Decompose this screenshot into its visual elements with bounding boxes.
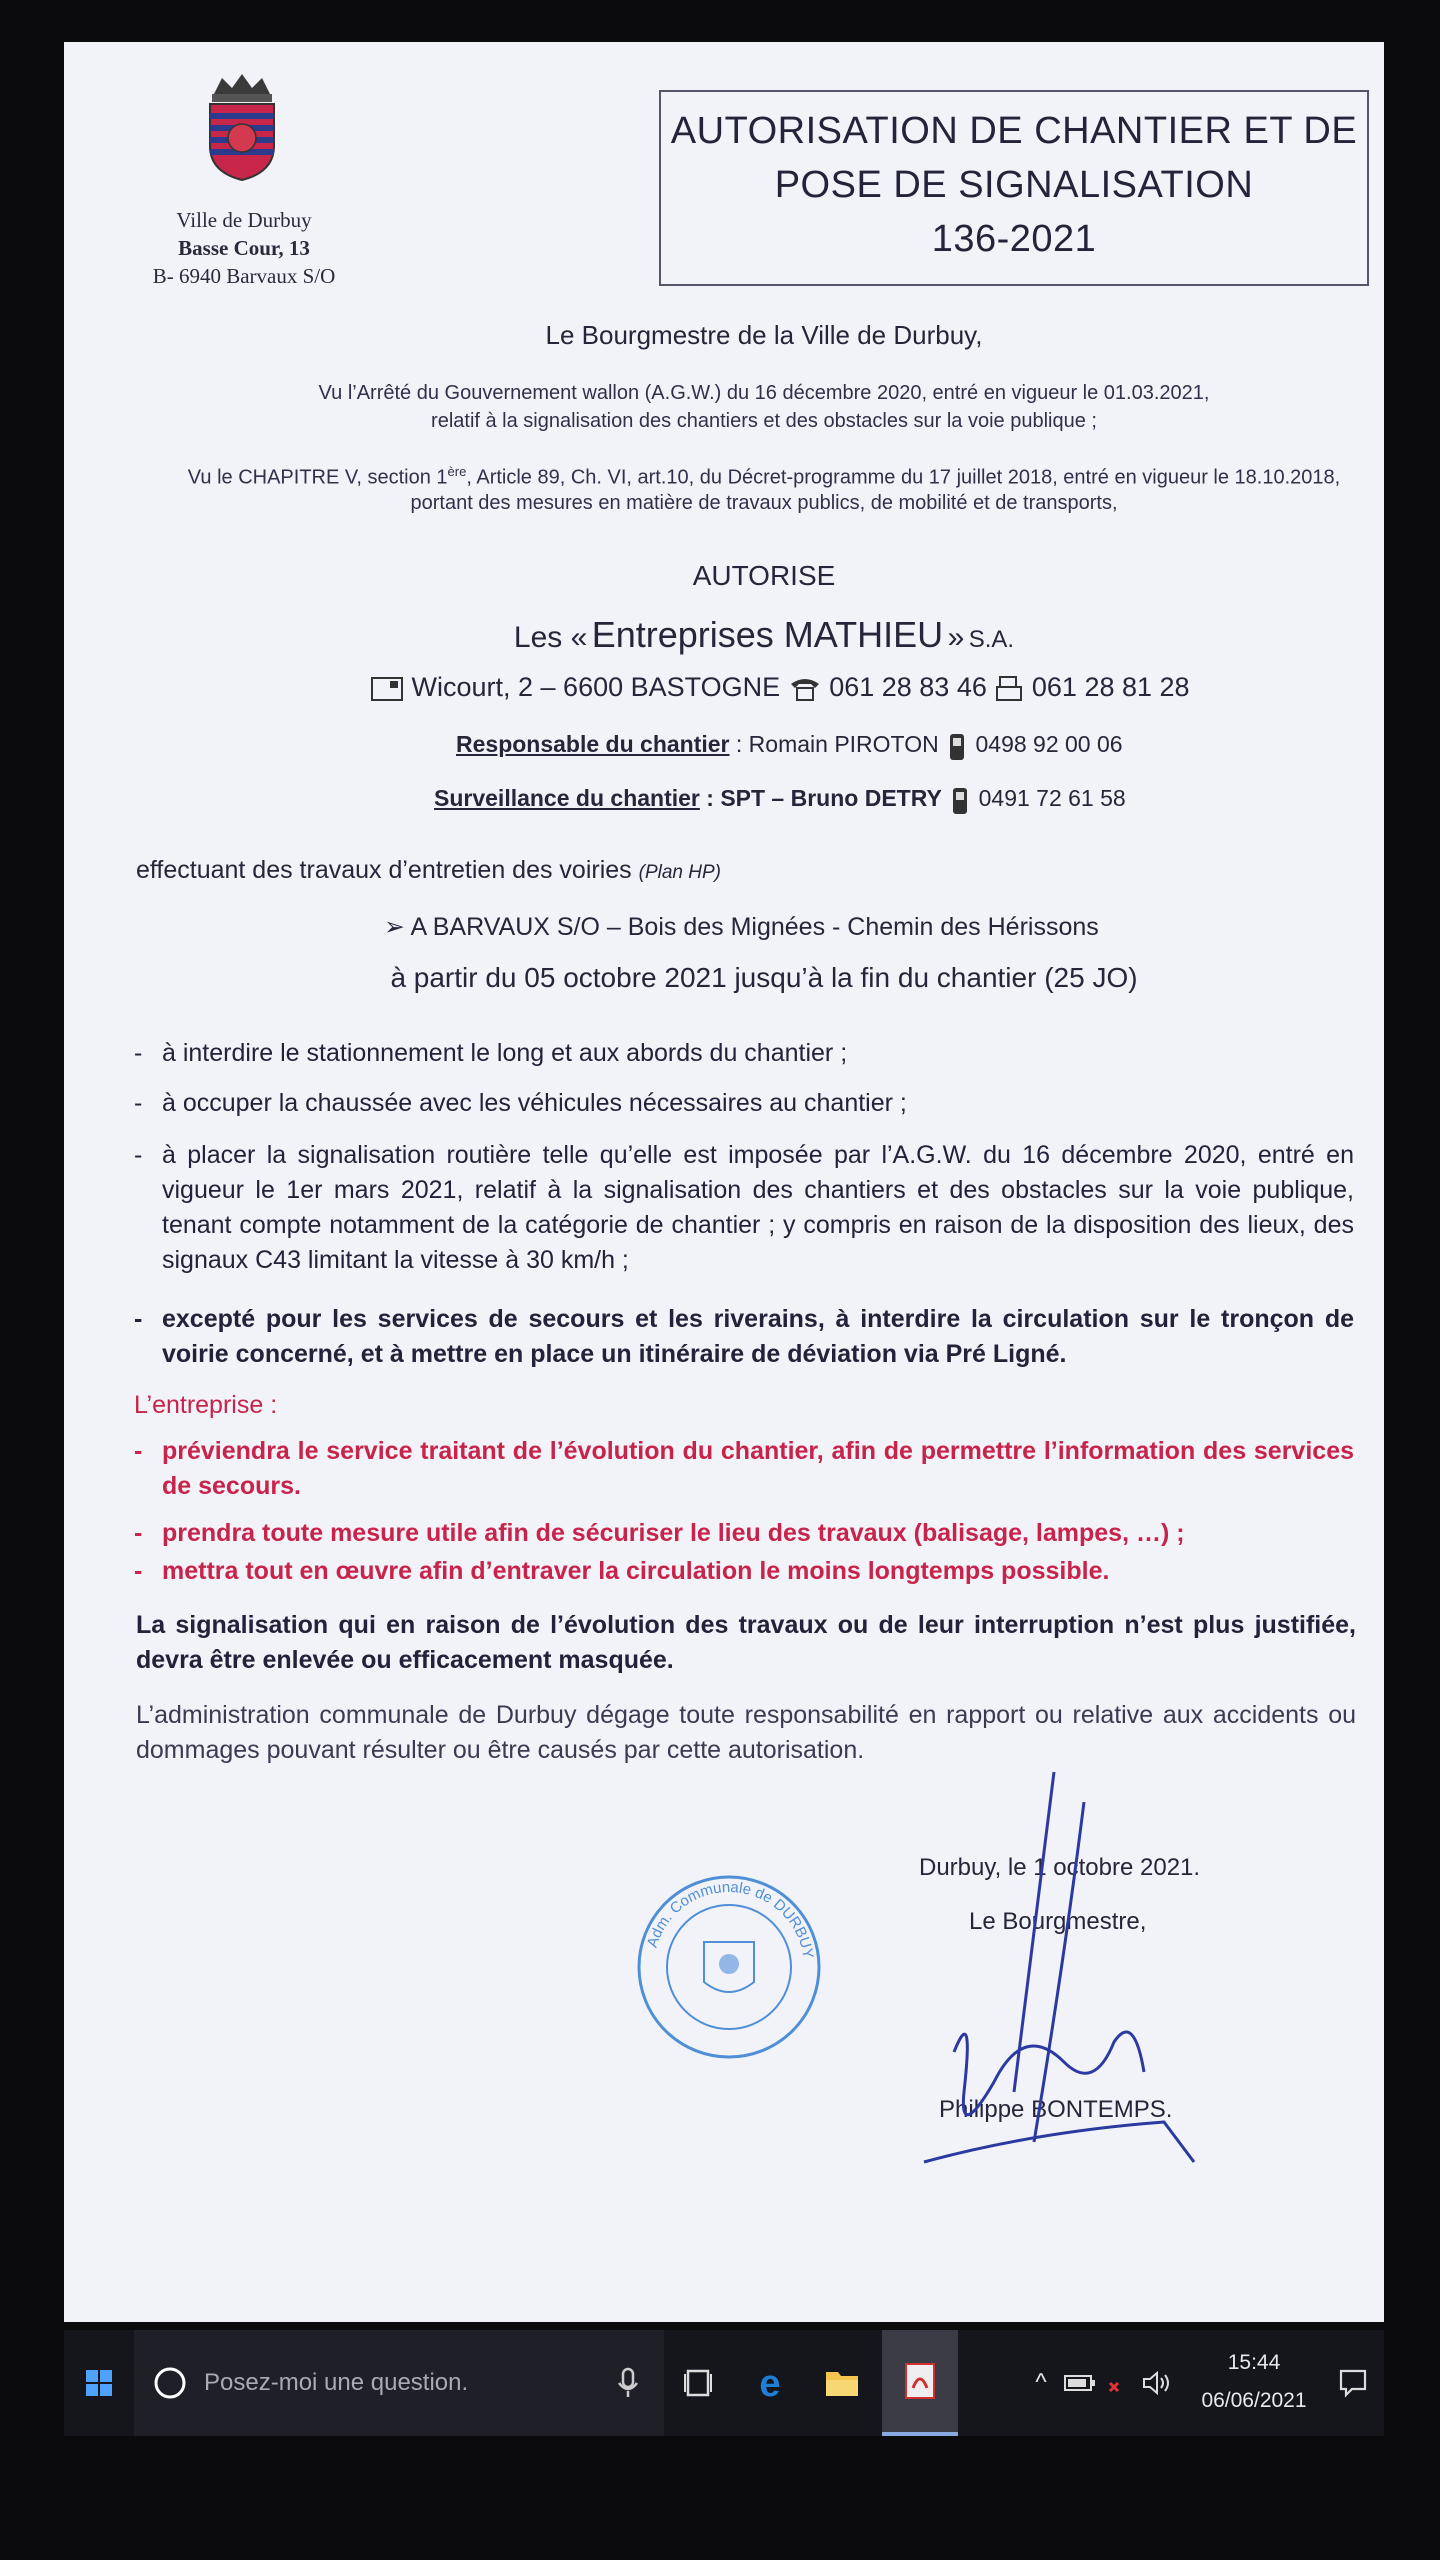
start-button[interactable]: [64, 2330, 134, 2436]
battery-icon: [1063, 2373, 1097, 2393]
list-item: - mettra tout en œuvre afin d’entraver la circulation le moins longtemps possible.: [134, 1554, 1354, 1589]
entreprise-text: mettra tout en œuvre afin d’entraver la circulation le moins longtemps possible.: [162, 1557, 1110, 1585]
task-view-button[interactable]: [664, 2330, 732, 2436]
vu2-part-b: , Article 89, Ch. VI, art.10, du Décret-programme du 17 juillet 2018, entré en vigueur le 18.10.2018,: [466, 466, 1341, 489]
svg-text:e: e: [759, 2364, 781, 2402]
responsable-name: : Romain PIROTON: [735, 731, 939, 758]
entreprise-text: préviendra le service traitant de l’évolution du chantier, afin de permettre l’information des services de secours.: [162, 1437, 1354, 1500]
administration-text: L’administration communale de Durbuy dégage toute responsabilité en rapport ou relative aux accidents ou dommages pouvant résulter ou être causés par cette autorisation.: [136, 1701, 1356, 1764]
durbuy-crest-icon: [204, 72, 280, 182]
letter-icon: [370, 674, 404, 704]
clock-date: 06/06/2021: [1201, 2389, 1307, 2412]
task-view-icon: [683, 2368, 713, 2398]
list-item: - préviendra le service traitant de l’évolution du chantier, afin de permettre l’information des services de secours.: [134, 1434, 1354, 1504]
speaker-icon: [1141, 2369, 1175, 2397]
company-contact-line: [370, 672, 1190, 704]
pdf-app-icon: [903, 2362, 937, 2400]
administration-paragraph: [136, 1698, 1356, 1768]
title-number: 136-2021: [931, 218, 1097, 260]
entreprise-label: L’entreprise :: [134, 1391, 278, 1419]
document-page: [64, 42, 1384, 2322]
list-item: - prendra toute mesure utile afin de sécuriser le lieu des travaux (balisage, lampes, …) ;: [134, 1516, 1354, 1551]
list-item: - à placer la signalisation routière telle qu’elle est imposée par l’A.G.W. du 16 décembre 2020, entré en vigueur le 1er mars 2021, relatif à la signalisation des chantiers et des obstacles sur la voie publique, tenant compte notamment de la catégorie de chantier ; y compris en raison de la disposition des lieux, des signaux C43 limitant la vitesse à 30 km/h ;: [134, 1138, 1354, 1278]
company-name-line: [144, 614, 1384, 656]
handwritten-signature: [914, 1762, 1214, 2182]
bullet-text: excepté pour les services de secours et les riverains, à interdire la circulation sur le tronçon de voirie concerné, et à mettre en place un itinéraire de déviation via Pré Ligné.: [162, 1305, 1354, 1368]
title-line2: POSE DE SIGNALISATION: [774, 164, 1254, 206]
network-status[interactable]: [1102, 2330, 1134, 2436]
title-line1: AUTORISATION DE CHANTIER ET DE: [670, 110, 1358, 152]
city-name: Ville de Durbuy: [176, 208, 312, 232]
network-error-icon: [1106, 2371, 1130, 2395]
responsable-label: Responsable du chantier: [456, 731, 730, 758]
official-stamp: [634, 1872, 824, 2062]
bullet-text: à occuper la chaussée avec les véhicules nécessaires au chantier ;: [162, 1089, 907, 1117]
list-item: - à interdire le stationnement le long et aux abords du chantier ;: [134, 1036, 1354, 1071]
search-placeholder: Posez-moi une question.: [204, 2369, 469, 2396]
svg-text:Adm. Communale de DURBUY: Adm. Communale de DURBUY: [643, 1878, 817, 1960]
chevron-up-icon: ^: [1035, 2369, 1047, 2396]
bullet-text: à interdire le stationnement le long et aux abords du chantier ;: [162, 1039, 848, 1067]
edge-browser-button[interactable]: [736, 2330, 804, 2436]
microphone-icon[interactable]: [616, 2365, 640, 2401]
responsable-phone: 0498 92 00 06: [975, 731, 1123, 758]
works-period: à partir du 05 octobre 2021 jusqu’à la fin du chantier (25 JO): [390, 962, 1138, 993]
vu1-line2: relatif à la signalisation des chantiers et des obstacles sur la voie publique ;: [431, 410, 1097, 432]
battery-status[interactable]: [1060, 2330, 1100, 2436]
mobile-phone-icon: [945, 730, 969, 762]
works-text: effectuant des travaux d’entretien des voiries: [136, 856, 632, 884]
company-address: Wicourt, 2 – 6600 BASTOGNE: [411, 672, 781, 702]
address-line1: Basse Cour, 13: [178, 236, 310, 260]
signalisation-text: La signalisation qui en raison de l’évolution des travaux ou de leur interruption n’est plus justifiée, devra être enlevée ou efficacement masquée.: [136, 1611, 1356, 1674]
company-prefix: Les «: [513, 621, 588, 654]
entreprise-text: prendra toute mesure utile afin de sécuriser le lieu des travaux (balisage, lampes, …) ;: [162, 1519, 1185, 1547]
action-center-button[interactable]: [1322, 2330, 1384, 2436]
signatory-name: Philippe BONTEMPS.: [939, 2096, 1173, 2123]
vu2-sup: ère: [447, 464, 467, 479]
works-line: [136, 856, 721, 885]
screen: [64, 42, 1384, 2322]
cortana-search-box[interactable]: [134, 2330, 664, 2436]
list-item: - à occuper la chaussée avec les véhicules nécessaires au chantier ;: [134, 1086, 1354, 1121]
file-explorer-button[interactable]: [808, 2330, 876, 2436]
autorise-heading: AUTORISE: [692, 560, 836, 591]
windows-taskbar: [64, 2330, 1384, 2436]
surveillance-name: : SPT – Bruno DETRY: [706, 785, 942, 812]
company-suffix: »: [947, 621, 965, 654]
list-item: - excepté pour les services de secours et les riverains, à interdire la circulation sur le tronçon de voirie concerné, et à mettre en place un itinéraire de déviation via Pré Ligné.: [134, 1302, 1354, 1372]
signalisation-paragraph: [136, 1608, 1356, 1678]
company-name: Entreprises MATHIEU: [591, 614, 944, 655]
clock-time: 15:44: [1227, 2351, 1281, 2374]
company-phone: 061 28 83 46: [829, 672, 987, 702]
works-location: A BARVAUX S/O – Bois des Mignées - Chemin des Hérissons: [410, 913, 1099, 941]
vu2-line2: portant des mesures en matière de travaux publics, de mobilité et de transports,: [410, 492, 1118, 514]
address-line2: B- 6940 Barvaux S/O: [152, 264, 336, 288]
edge-icon: [751, 2364, 789, 2402]
show-hidden-icons-button[interactable]: [1024, 2330, 1058, 2436]
mobile-phone-icon: [948, 784, 972, 816]
bourgmestre-heading: Le Bourgmestre de la Ville de Durbuy,: [545, 320, 983, 350]
works-plan: (Plan HP): [638, 862, 721, 883]
notification-icon: [1338, 2368, 1368, 2398]
arrow-bullet-icon: ➢: [384, 913, 411, 941]
company-legal-form: S.A.: [968, 626, 1015, 653]
taskbar-clock[interactable]: [1194, 2344, 1314, 2420]
volume-control[interactable]: [1138, 2330, 1178, 2436]
surveillance-phone: 0491 72 61 58: [978, 785, 1126, 812]
folder-icon: [824, 2368, 860, 2398]
fax-icon: [994, 674, 1024, 704]
bullet-text: à placer la signalisation routière telle qu’elle est imposée par l’A.G.W. du 16 décembre 2020, entré en vigueur le 1er mars 2021, relatif à la signalisation des chantiers et des obstacles sur la voie publique, tenant compte notamment de la catégorie de chantier ; y compris en raison de la disposition des lieux, des signaux C43 limitant la vitesse à 30 km/h ;: [162, 1141, 1354, 1274]
phone-icon: [788, 674, 822, 704]
vu2-line1: [144, 464, 1384, 490]
signature-date: Durbuy, le 1 octobre 2021.: [919, 1854, 1201, 1881]
company-fax: 061 28 81 28: [1031, 672, 1190, 702]
cortana-circle-icon: [152, 2365, 188, 2401]
windows-logo-icon: [85, 2369, 113, 2397]
city-address-block: [124, 206, 364, 290]
vu1-line1: Vu l’Arrêté du Gouvernement wallon (A.G.W.) du 16 décembre 2020, entré en vigueur le 01.03.2021,: [318, 382, 1210, 404]
responsable-line: [456, 730, 1123, 762]
location-line: [384, 912, 1099, 942]
vu2-part-a: Vu le CHAPITRE V, section 1: [187, 466, 448, 489]
document-title-box: [659, 90, 1369, 286]
surveillance-label: Surveillance du chantier: [434, 785, 700, 812]
signature-role: Le Bourgmestre,: [969, 1908, 1147, 1935]
pdf-viewer-button[interactable]: [882, 2330, 958, 2436]
surveillance-line: [434, 784, 1126, 816]
